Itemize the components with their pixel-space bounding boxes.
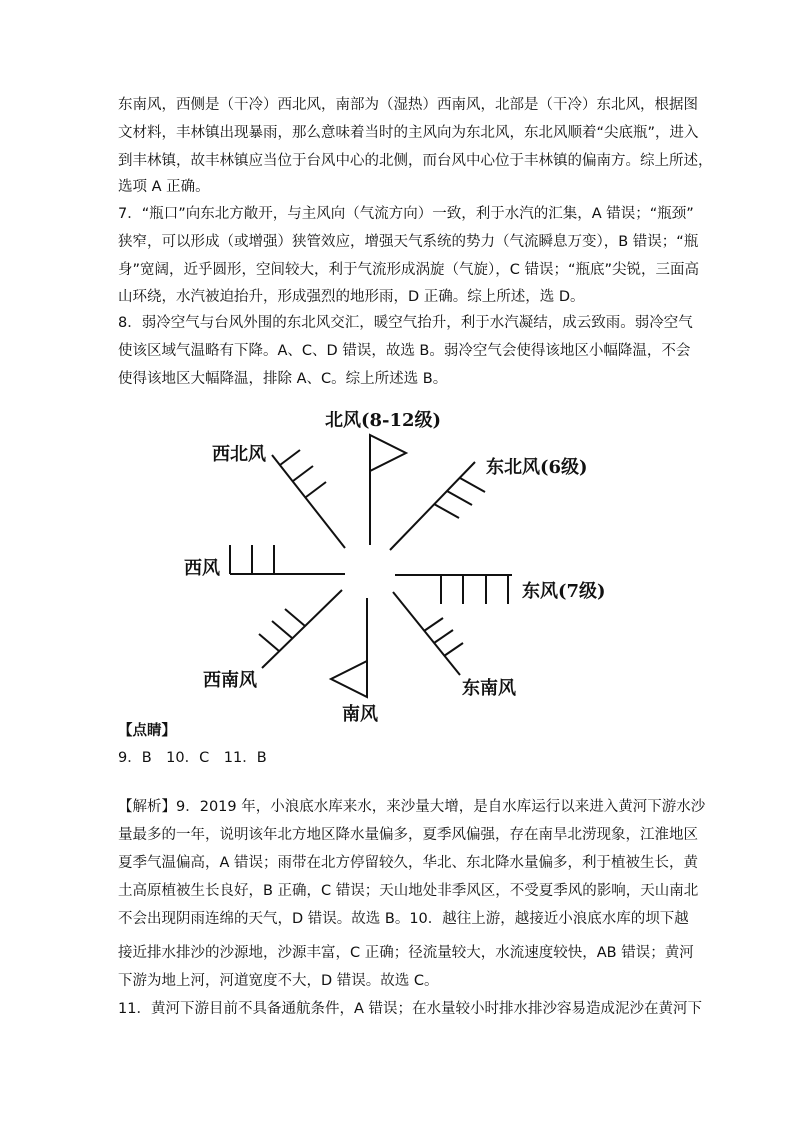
southeast-wind-barb — [434, 630, 453, 643]
southeast-wind-barb — [424, 618, 443, 631]
label-northeast: 东北风(6级) — [486, 457, 588, 478]
text-line: 下游为地上河，河道宽度不大，D 错误。故选 C。 — [118, 973, 439, 989]
dianjing-heading: 【点睛】 — [118, 723, 176, 739]
southwest-wind-barb — [259, 634, 279, 651]
northwest-wind-barb — [280, 450, 300, 465]
southeast-wind-barb — [444, 643, 463, 656]
label-east: 东风(7级) — [522, 581, 606, 602]
northeast-wind-barb — [434, 504, 459, 518]
northwest-wind-barb — [293, 466, 313, 481]
text-line: 不会出现阴雨连绵的天气，D 错误。故选 B。10．越往上游，越接近小浪底水库的坝下越 — [118, 911, 689, 927]
label-southeast: 东南风 — [462, 678, 516, 699]
text-line: 8．弱冷空气与台风外围的东北风交汇，暖空气抬升，利于水汽凝结，成云致雨。弱冷空气 — [118, 315, 693, 331]
north-wind-pennant — [370, 435, 406, 471]
text-line: 选项 A 正确。 — [118, 179, 210, 195]
text-line: 【解析】9．2019 年，小浪底水库来水，来沙量大增，是自水库运行以来进入黄河下游水沙 — [118, 799, 706, 815]
label-west: 西风 — [184, 558, 220, 579]
text-line: 文材料，丰林镇出现暴雨，那么意味着当时的主风向为东北风，东北风顺着“尖底瓶”，进入 — [118, 125, 699, 141]
label-north: 北风(8-12级) — [325, 410, 442, 431]
northeast-wind-shaft — [390, 462, 475, 550]
answers-line: 9．B 10．C 11．B — [118, 750, 267, 766]
text-line: 东南风，西侧是（干冷）西北风，南部为（湿热）西南风，北部是（干冷）东北风，根据图 — [118, 97, 698, 113]
text-line: 狭窄，可以形成（或增强）狭管效应，增强天气系统的势力（气流瞬息万变），B 错误；“瓶 — [118, 234, 699, 250]
text-line: 土高原植被生长良好，B 正确，C 错误；天山地处非季风区，不受夏季风的影响，天山南北 — [118, 883, 699, 899]
southwest-wind-shaft — [262, 590, 342, 668]
text-line: 山环绕，水汽被迫抬升，形成强烈的地形雨，D 正确。综上所述，选 D。 — [118, 289, 585, 305]
text-line: 7．“瓶口”向东北方敞开，与主风向（气流方向）一致，利于水汽的汇集，A 错误；“瓶颈” — [118, 206, 694, 222]
text-line: 11．黄河下游目前不具备通航条件，A 错误；在水量较小时排水排沙容易造成泥沙在黄河下 — [118, 1001, 702, 1017]
southwest-wind-barb — [272, 621, 292, 638]
south-wind-pennant — [331, 661, 367, 697]
label-south: 南风 — [342, 704, 378, 725]
northwest-wind-barb — [306, 482, 326, 497]
text-line: 量最多的一年，说明该年北方地区降水量偏多，夏季风偏强，存在南旱北涝现象，江淮地区 — [118, 827, 698, 843]
text-line: 夏季气温偏高，A 错误；雨带在北方停留较久，华北、东北降水量偏多，利于植被生长，黄 — [118, 855, 699, 871]
text-line: 接近排水排沙的沙源地，沙源丰富，C 正确；径流量较大，水流速度较快，AB 错误；黄河 — [118, 945, 694, 961]
label-northwest: 西北风 — [212, 444, 266, 465]
text-line: 身”宽阔，近乎圆形，空间较大，利于气流形成涡旋（气旋），C 错误；“瓶底”尖锐，三面高 — [118, 262, 700, 278]
text-line: 使该区域气温略有下降。A、C、D 错误，故选 B。弱冷空气会使得该地区小幅降温，不会 — [118, 343, 691, 359]
southwest-wind-barb — [285, 609, 305, 626]
northeast-wind-barb — [447, 491, 472, 505]
text-line: 到丰林镇，故丰林镇应当位于台风中心的北侧，而台风中心位于丰林镇的偏南方。综上所述， — [118, 153, 713, 169]
southeast-wind-shaft — [393, 592, 460, 675]
text-line: 使得该地区大幅降温，排除 A、C。综上所述选 B。 — [118, 371, 448, 387]
label-southwest: 西南风 — [203, 670, 257, 691]
northeast-wind-barb — [460, 478, 485, 492]
